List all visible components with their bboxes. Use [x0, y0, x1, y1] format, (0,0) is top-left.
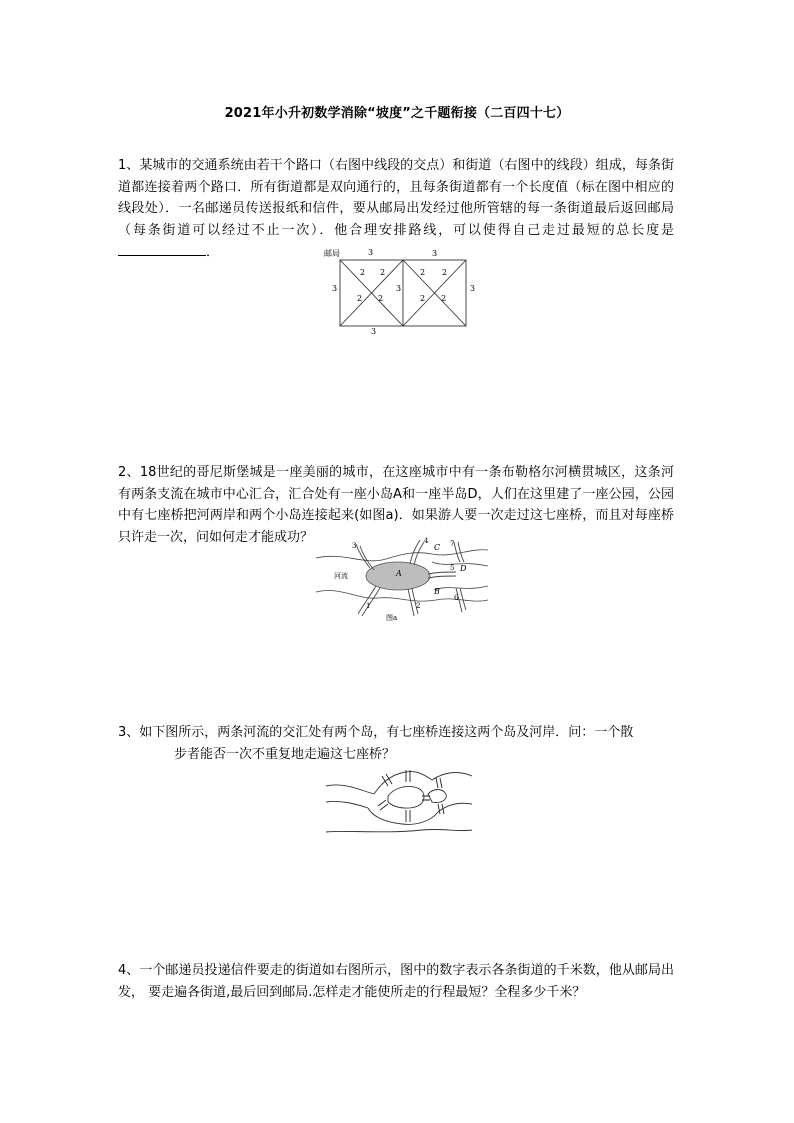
bridge-number: 3: [352, 542, 357, 550]
question-3-line-2: 步者能否一次不重复地走遍这七座桥？: [174, 746, 396, 762]
question-3: [118, 722, 674, 765]
region-c-label: C: [434, 543, 441, 552]
page-title: 2021年小升初数学消除“坡度”之千题衔接（二百四十七）: [224, 106, 570, 121]
bridge-number: 1: [366, 602, 371, 610]
region-d-label: D: [460, 564, 467, 573]
bridge-number: 2: [416, 602, 421, 610]
bridge-number: 4: [424, 537, 429, 545]
figure-caption: 图a: [386, 614, 398, 622]
answer-blank: [118, 241, 206, 256]
diag-label: 2: [442, 268, 448, 277]
region-b-label: B: [434, 587, 440, 596]
island-a-label: A: [396, 569, 402, 578]
diag-label: 2: [420, 294, 426, 303]
edge-label-top-right: 3: [432, 249, 438, 258]
question-3-line-1: 3、如下图所示，两条河流的交汇处有两个岛，有七座桥连接这两个岛及河岸．问：一个散: [118, 725, 634, 740]
diag-label: 2: [380, 268, 386, 277]
bridge-number: 7: [450, 540, 455, 548]
question-2: 2、18世纪的哥尼斯堡城是一座美丽的城市，在这座城市中有一条布勒格尔河横贯城区，这条河有两条支流在城市中心汇合，汇合处有一座小岛A和一座半岛D，人们在这里建了一座公园，公园中有七座桥把河两岸和两个小岛连接起来(如图a)．如果游人要一次走过这七座桥，而且对每座桥只许走一次，问如何走才能成功？: [118, 465, 674, 545]
diag-label: 2: [441, 294, 447, 303]
edge-label-left: 3: [332, 284, 338, 293]
question-1-tail: ．: [206, 245, 220, 260]
diag-label: 2: [360, 268, 366, 277]
post-office-label: 邮局: [324, 249, 340, 258]
edge-label-right: 3: [470, 284, 476, 293]
edge-label-top-left: 3: [368, 248, 374, 257]
question-1-text: 1、某城市的交通系统由若干个路口（右图中线段的交点）和街道（右图中的线段）组成，每条街道都连接着两个路口．所有街道都是双向通行的，且每条街道都有一个长度值（标在图中相应的线段处）．一名邮递员传送报纸和信件，要从邮局出发经过他所管辖的每一条街道最后返回邮局（每条街道可以经过不止一次）．他合理安排路线，可以使得自己走过最短的总长度是: [118, 158, 674, 238]
konigsberg-bridges-figure: [312, 538, 492, 624]
edge-label-bottom: 3: [371, 327, 377, 336]
edge-label-middle: 3: [396, 284, 402, 293]
bridge-number: 6: [454, 594, 459, 602]
bridge-number: 5: [450, 564, 455, 572]
diag-label: 2: [420, 268, 426, 277]
street-grid-figure: [320, 244, 480, 336]
two-rivers-figure: [322, 760, 474, 840]
question-4: 4、一个邮递员投递信件要走的街道如右图所示，图中的数字表示各条街道的千米数，他从邮局出发， 要走遍各街道,最后回到邮局.怎样走才能使所走的行程最短？全程多少千米？: [118, 963, 674, 1000]
river-label: 河流: [334, 572, 348, 580]
diag-label: 2: [378, 294, 384, 303]
diag-label: 2: [357, 294, 363, 303]
